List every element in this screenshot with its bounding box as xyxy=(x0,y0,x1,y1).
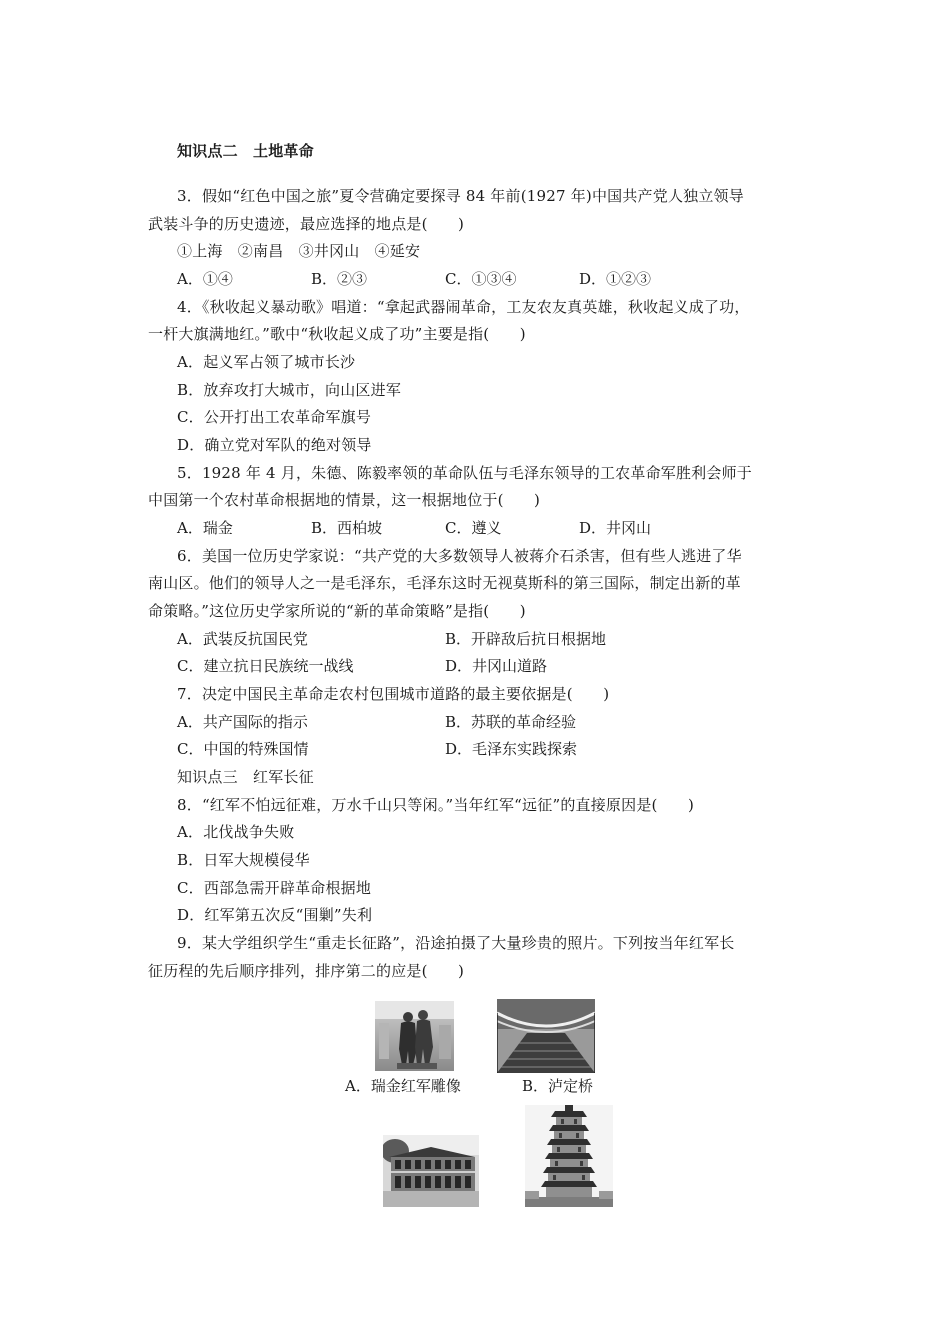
ruijin-statue-photo xyxy=(375,1001,454,1071)
q7-line1: 7．决定中国民主革命走农村包围城市道路的最主要依据是( ) xyxy=(177,685,610,703)
q4-option-a: A．起义军占领了城市长沙 xyxy=(177,353,356,371)
q9-line2: 征历程的先后顺序排列，排序第二的应是( ) xyxy=(148,962,465,980)
q4-option-b: B．放弃攻打大城市，向山区进军 xyxy=(177,381,402,399)
q8-option-b: B．日军大规模侵华 xyxy=(177,851,310,869)
q8-option-a: A．北伐战争失败 xyxy=(177,823,295,841)
section3-title: 知识点三 红军长征 xyxy=(177,768,314,786)
q3-line2: 武装斗争的历史遗迹，最应选择的地点是( ) xyxy=(148,215,465,233)
q4-option-c: C．公开打出工农革命军旗号 xyxy=(177,408,372,426)
caption-option-a: A．瑞金红军雕像 xyxy=(345,1077,461,1095)
q5-line1: 5．1928 年 4 月，朱德、陈毅率领的革命队伍与毛泽东领导的工农革命军胜利会师于 xyxy=(177,464,752,482)
q5-option-c: C．遵义 xyxy=(445,519,502,537)
q6-line2: 南山区。他们的领导人之一是毛泽东，毛泽东这时无视莫斯科的第三国际，制定出新的革 xyxy=(148,574,741,592)
q5-line2: 中国第一个农村革命根据地的情景，这一根据地位于( ) xyxy=(148,491,541,509)
q5-option-d: D．井冈山 xyxy=(579,519,652,537)
caption-option-b: B．泸定桥 xyxy=(522,1077,594,1095)
q6-option-d: D．井冈山道路 xyxy=(445,657,548,675)
q3-line3: ①上海 ②南昌 ③井冈山 ④延安 xyxy=(177,242,421,260)
q6-option-a: A．武装反抗国民党 xyxy=(177,630,308,648)
section2-title: 知识点二 土地革命 xyxy=(177,142,314,160)
q8-option-d: D．红军第五次反“围剿”失利 xyxy=(177,906,373,924)
q5-option-a: A．瑞金 xyxy=(177,519,233,537)
q6-line1: 6．美国一位历史学家说：“共产党的大多数领导人被蒋介石杀害，但有些人逃进了华 xyxy=(177,547,742,565)
colonial-building-photo xyxy=(383,1135,479,1207)
q7-option-c: C．中国的特殊国情 xyxy=(177,740,309,758)
q9-line1: 9．某大学组织学生“重走长征路”，沿途拍摄了大量珍贵的照片。下列按当年红军长 xyxy=(177,934,735,952)
pagoda-tower-photo xyxy=(525,1105,613,1207)
q4-line1: 4．《秋收起义暴动歌》唱道：“拿起武器闹革命，工友农友真英雄，秋收起义成了功， xyxy=(177,298,750,316)
q7-option-b: B．苏联的革命经验 xyxy=(445,713,577,731)
q6-line3: 命策略。”这位历史学家所说的“新的革命策略”是指( ) xyxy=(148,602,526,620)
luding-bridge-photo xyxy=(497,999,595,1073)
q6-option-c: C．建立抗日民族统一战线 xyxy=(177,657,354,675)
q3-option-d: D．①②③ xyxy=(579,270,652,288)
q3-line1: 3．假如“红色中国之旅”夏令营确定要探寻 84 年前(1927 年)中国共产党人独立领导 xyxy=(177,187,744,205)
q4-line2: 一杆大旗满地红。”歌中“秋收起义成了功”主要是指( ) xyxy=(148,325,526,343)
q3-option-c: C．①③④ xyxy=(445,270,517,288)
q7-option-a: A．共产国际的指示 xyxy=(177,713,308,731)
q4-option-d: D．确立党对军队的绝对领导 xyxy=(177,436,372,454)
q5-option-b: B．西柏坡 xyxy=(311,519,383,537)
q8-line1: 8．“红军不怕远征难，万水千山只等闲。”当年红军“远征”的直接原因是( ) xyxy=(177,796,695,814)
q7-option-d: D．毛泽东实践探索 xyxy=(445,740,578,758)
q3-option-a: A．①④ xyxy=(177,270,233,288)
q3-option-b: B．②③ xyxy=(311,270,368,288)
q6-option-b: B．开辟敌后抗日根据地 xyxy=(445,630,607,648)
q8-option-c: C．西部急需开辟革命根据地 xyxy=(177,879,372,897)
